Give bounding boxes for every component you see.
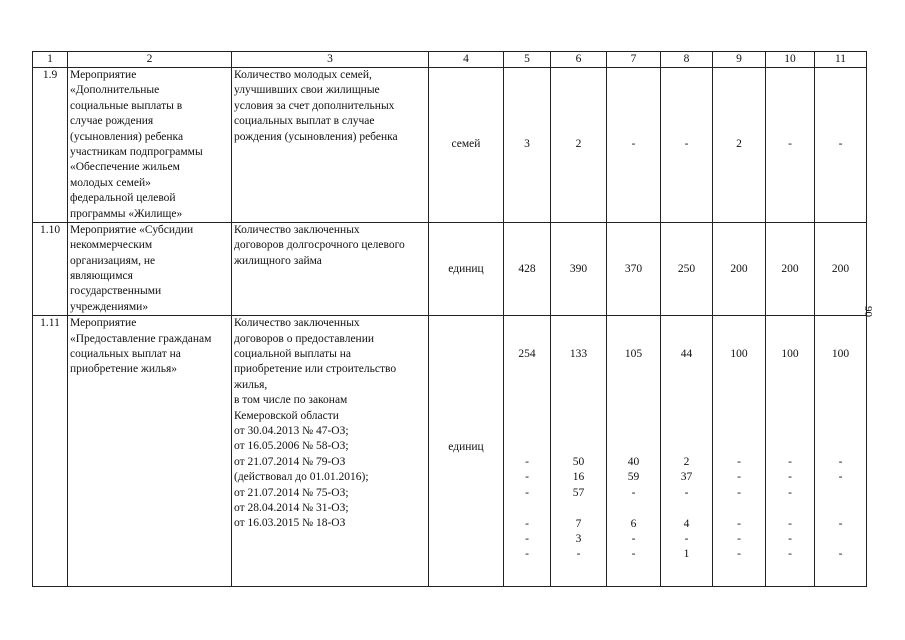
- header-cell: 6: [551, 52, 607, 68]
- value-cell: -: [525, 517, 529, 530]
- value-cell: [663, 393, 710, 408]
- value-cell: [715, 501, 763, 516]
- value-cell: -: [788, 486, 792, 499]
- value-cell: [553, 393, 604, 408]
- header-cell: 3: [232, 52, 429, 68]
- value-cell: -: [838, 471, 843, 484]
- value-cell: 50: [572, 455, 585, 468]
- unit-cell: семей: [429, 68, 504, 223]
- value-cell: [553, 424, 604, 439]
- header-cell: 9: [713, 52, 766, 68]
- value-cell: -: [631, 548, 636, 561]
- unit-cell: единиц: [429, 222, 504, 315]
- text-line: жилищного займа: [234, 254, 322, 267]
- text-line: Кемеровской области: [234, 409, 339, 422]
- table-row: [33, 316, 867, 587]
- value-cell: 57: [572, 486, 585, 499]
- value-cell: -: [631, 532, 636, 545]
- value-cell: [768, 409, 812, 424]
- value-cell: -: [607, 68, 661, 223]
- value-cell: 2: [713, 68, 766, 223]
- value-cell: -: [737, 455, 741, 468]
- value-cell: [768, 378, 812, 393]
- text-line: от 30.04.2013 № 47-ОЗ;: [234, 424, 349, 437]
- header-cell: 10: [766, 52, 815, 68]
- value-cell: 2: [683, 455, 690, 468]
- text-line: от 16.03.2015 № 18-ОЗ: [234, 517, 346, 530]
- text-line: случае рождения: [70, 115, 154, 128]
- value-cell: [609, 378, 658, 393]
- value-cell: 4: [683, 517, 690, 530]
- value-cell: -: [525, 455, 529, 468]
- value-cell: 100: [730, 348, 748, 361]
- value-cell: 7: [575, 517, 582, 530]
- text-line: приобретение жилья»: [70, 363, 178, 376]
- value-cell: 3: [575, 532, 582, 545]
- value-cell: [553, 440, 604, 455]
- value-cell: -: [661, 68, 713, 223]
- value-column: [607, 316, 661, 587]
- value-cell: [506, 363, 548, 378]
- value-cell: [553, 363, 604, 378]
- value-cell: 370: [607, 222, 661, 315]
- value-cell: -: [684, 486, 689, 499]
- value-cell: -: [737, 486, 741, 499]
- value-cell: [609, 363, 658, 378]
- text-line: участникам подпрограммы: [70, 145, 203, 158]
- value-cell: -: [525, 486, 529, 499]
- text-line: государственными: [70, 285, 162, 298]
- row-number: 1.9: [33, 68, 68, 223]
- value-cell: -: [737, 517, 741, 530]
- value-column: [661, 316, 713, 587]
- text-line: федеральной целевой: [70, 192, 176, 205]
- value-cell: -: [788, 471, 792, 484]
- value-cell: 37: [680, 471, 693, 484]
- value-cell: [609, 424, 658, 439]
- value-cell: -: [788, 532, 792, 545]
- header-cell: 11: [815, 52, 867, 68]
- value-cell: -: [631, 486, 636, 499]
- indicator-cell: [232, 316, 429, 587]
- header-cell: 2: [68, 52, 232, 68]
- event-cell: [68, 68, 232, 223]
- value-cell: -: [788, 517, 792, 530]
- text-line: Количество заключенных: [234, 317, 360, 330]
- text-line: (действовал до 01.01.2016);: [234, 471, 369, 484]
- text-line: «Дополнительные: [70, 84, 160, 97]
- value-cell: [663, 424, 710, 439]
- value-cell: 200: [815, 222, 867, 315]
- value-cell: -: [788, 548, 792, 561]
- value-cell: 105: [624, 348, 643, 361]
- value-cell: 44: [680, 348, 693, 361]
- value-cell: [817, 424, 864, 439]
- value-cell: [715, 440, 763, 455]
- value-cell: 16: [572, 471, 585, 484]
- value-cell: [609, 501, 658, 516]
- value-cell: 40: [627, 455, 640, 468]
- value-cell: [609, 440, 658, 455]
- value-cell: [768, 363, 812, 378]
- value-cell: -: [766, 68, 815, 223]
- header-cell: 1: [33, 52, 68, 68]
- value-cell: -: [788, 455, 792, 468]
- value-column: [815, 316, 867, 587]
- value-cell: [506, 440, 548, 455]
- value-cell: -: [576, 548, 581, 561]
- value-cell: [506, 393, 548, 408]
- value-cell: [817, 486, 864, 501]
- value-cell: [817, 532, 864, 547]
- value-cell: [715, 393, 763, 408]
- value-cell: 3: [504, 68, 551, 223]
- text-line: рождения (усыновления) ребенка: [234, 130, 398, 143]
- value-cell: -: [525, 548, 529, 561]
- text-line: Мероприятие: [70, 317, 137, 330]
- value-column: [713, 316, 766, 587]
- value-cell: [663, 440, 710, 455]
- value-cell: 59: [627, 471, 640, 484]
- value-cell: 254: [518, 348, 536, 361]
- text-line: являющимся: [70, 270, 133, 283]
- value-cell: [817, 378, 864, 393]
- value-cell: 200: [766, 222, 815, 315]
- indicator-cell: [232, 68, 429, 223]
- text-line: «Предоставление гражданам: [70, 332, 212, 345]
- value-cell: [609, 393, 658, 408]
- value-cell: [768, 501, 812, 516]
- value-cell: [506, 409, 548, 424]
- value-cell: [817, 409, 864, 424]
- text-line: социальные выплаты в: [70, 99, 183, 112]
- value-cell: [768, 393, 812, 408]
- value-cell: [715, 409, 763, 424]
- header-row: [33, 52, 867, 68]
- value-cell: [817, 393, 864, 408]
- value-cell: [663, 409, 710, 424]
- value-cell: -: [737, 532, 741, 545]
- value-cell: -: [737, 471, 741, 484]
- value-cell: [663, 378, 710, 393]
- text-line: в том числе по законам: [234, 394, 348, 407]
- value-cell: 2: [551, 68, 607, 223]
- value-cell: -: [525, 471, 529, 484]
- text-line: (усыновления) ребенка: [70, 130, 184, 143]
- indicators-table: [32, 51, 867, 587]
- text-line: Мероприятие: [70, 69, 137, 81]
- text-line: социальных выплат на: [70, 348, 181, 361]
- text-line: условия за счет дополнительных: [234, 99, 395, 112]
- text-line: социальной выплаты на: [234, 348, 352, 361]
- value-column: [766, 316, 815, 587]
- value-cell: [715, 378, 763, 393]
- table-row: [33, 222, 867, 315]
- value-cell: 1: [683, 548, 690, 561]
- value-cell: [553, 501, 604, 516]
- value-cell: 100: [831, 348, 850, 361]
- unit-cell: единиц: [429, 316, 504, 587]
- table-row: [33, 68, 867, 223]
- value-cell: 133: [569, 348, 588, 361]
- value-cell: [817, 501, 864, 516]
- value-cell: -: [838, 455, 843, 468]
- value-cell: [715, 424, 763, 439]
- value-cell: 100: [781, 348, 799, 361]
- text-line: от 21.07.2014 № 79-ОЗ: [234, 455, 346, 468]
- value-cell: [506, 501, 548, 516]
- value-cell: [768, 424, 812, 439]
- value-cell: 428: [504, 222, 551, 315]
- text-line: некоммерческим: [70, 239, 153, 252]
- text-line: от 16.05.2006 № 58-ОЗ;: [234, 440, 349, 453]
- value-cell: -: [838, 548, 843, 561]
- text-line: «Обеспечение жильем: [70, 161, 180, 174]
- value-cell: [817, 363, 864, 378]
- value-column: [551, 316, 607, 587]
- value-cell: [768, 440, 812, 455]
- text-line: от 28.04.2014 № 31-ОЗ;: [234, 501, 349, 514]
- value-cell: -: [684, 532, 689, 545]
- header-cell: 4: [429, 52, 504, 68]
- header-cell: 8: [661, 52, 713, 68]
- row-number: 1.11: [33, 316, 68, 587]
- text-line: договоров о предоставлении: [234, 332, 375, 345]
- event-cell: [68, 222, 232, 315]
- event-cell: [68, 316, 232, 587]
- text-line: социальных выплат в случае: [234, 115, 375, 128]
- header-cell: 7: [607, 52, 661, 68]
- value-cell: 250: [661, 222, 713, 315]
- value-cell: [715, 363, 763, 378]
- value-cell: [817, 440, 864, 455]
- value-cell: [553, 378, 604, 393]
- text-line: молодых семей»: [70, 176, 151, 189]
- text-line: Количество молодых семей,: [234, 69, 372, 81]
- indicator-cell: [232, 222, 429, 315]
- value-cell: -: [815, 68, 867, 223]
- value-cell: [609, 409, 658, 424]
- value-cell: -: [737, 548, 741, 561]
- value-cell: 6: [630, 517, 637, 530]
- value-cell: -: [525, 532, 529, 545]
- row-number: 1.10: [33, 222, 68, 315]
- value-cell: 390: [551, 222, 607, 315]
- text-line: Мероприятие «Субсидии: [70, 223, 194, 236]
- text-line: от 21.07.2014 № 75-ОЗ;: [234, 486, 349, 499]
- value-cell: -: [838, 517, 843, 530]
- text-line: учреждениями»: [70, 300, 149, 313]
- value-cell: [663, 501, 710, 516]
- value-column: [504, 316, 551, 587]
- header-cell: 5: [504, 52, 551, 68]
- value-cell: [553, 409, 604, 424]
- value-cell: [506, 378, 548, 393]
- text-line: договоров долгосрочного целевого: [234, 239, 405, 252]
- value-cell: 200: [713, 222, 766, 315]
- text-line: организациям, не: [70, 254, 156, 267]
- page-number: 90: [862, 306, 874, 317]
- value-cell: [663, 363, 710, 378]
- text-line: Количество заключенных: [234, 223, 360, 236]
- text-line: жилья,: [234, 378, 268, 391]
- text-line: улучшивших свои жилищные: [234, 84, 380, 97]
- value-cell: [506, 424, 548, 439]
- text-line: программы «Жилище»: [70, 207, 183, 220]
- text-line: приобретение или строительство: [234, 363, 397, 376]
